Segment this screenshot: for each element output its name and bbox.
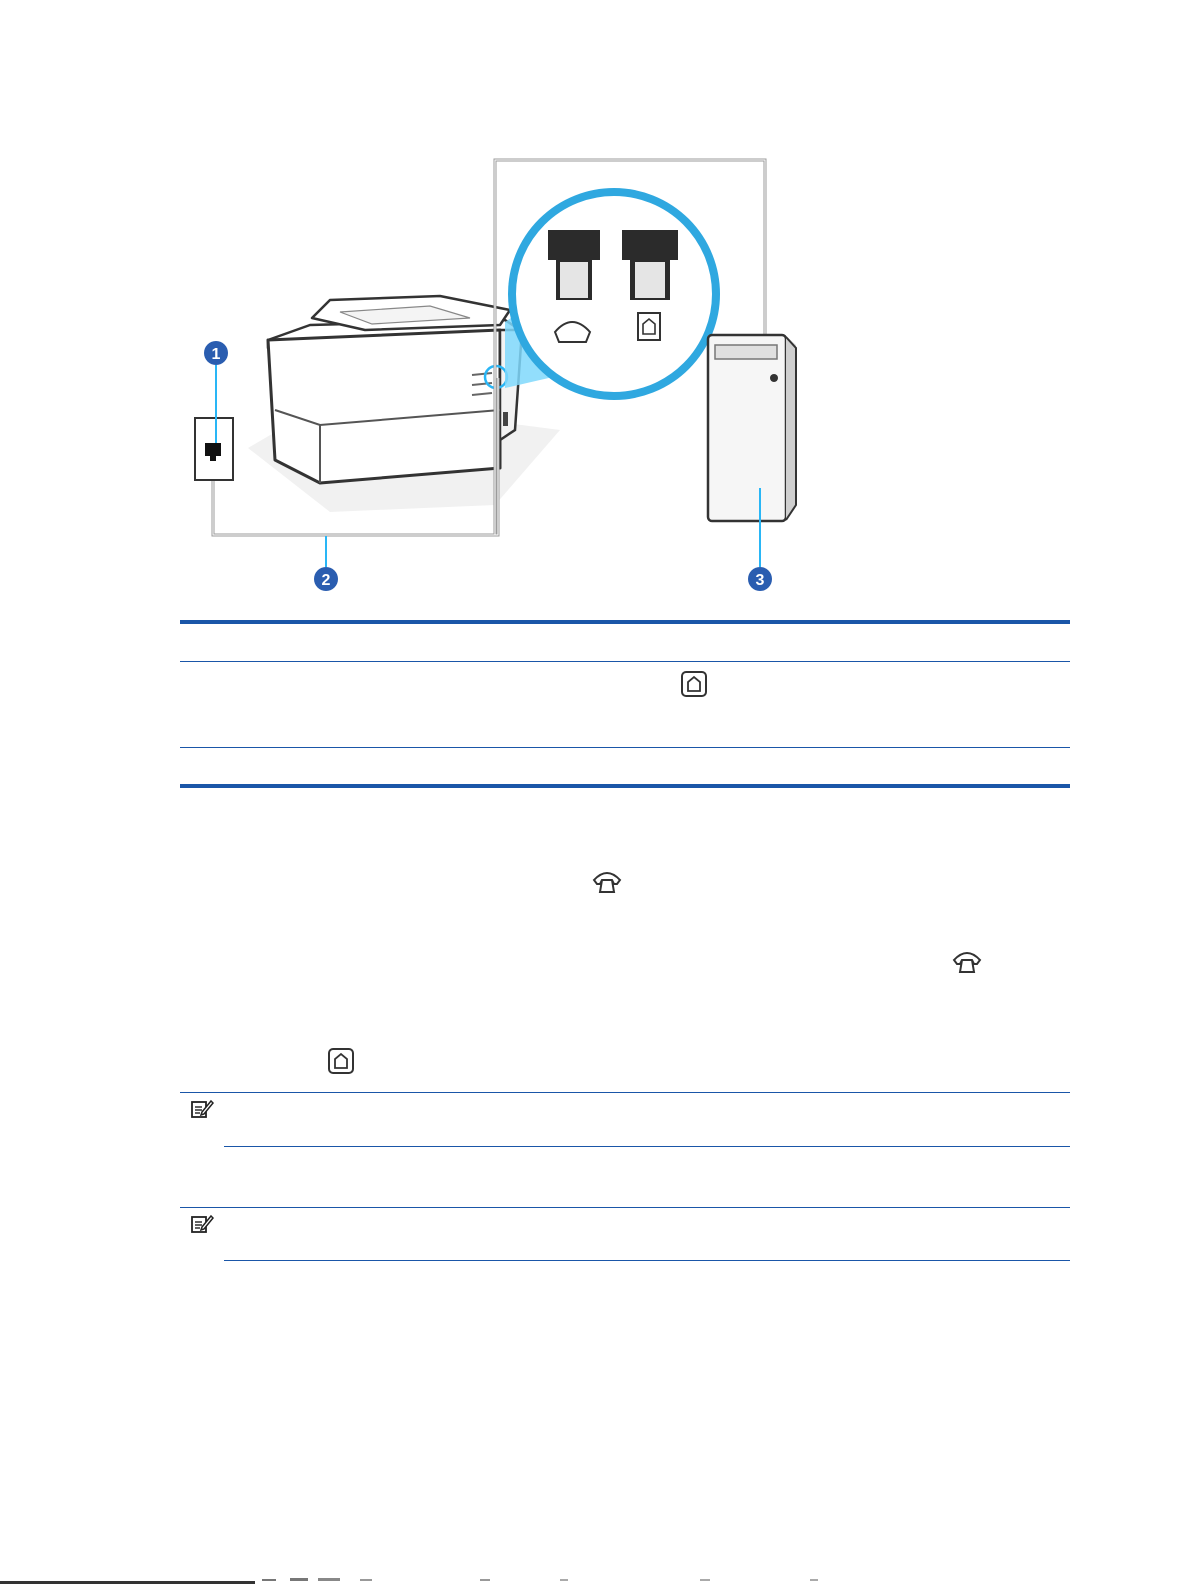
callout-1-label: 1 — [211, 346, 221, 363]
printer-illustration — [268, 296, 522, 483]
telephone-port-icon — [950, 948, 984, 974]
table-row-divider — [180, 747, 1070, 748]
callout-1 — [204, 341, 228, 365]
note-2-top-rule — [180, 1207, 1070, 1208]
page-bottom-edge — [0, 1575, 1190, 1585]
note-icon — [190, 1098, 214, 1120]
callout-2-label: 2 — [321, 572, 331, 589]
callout-3 — [748, 567, 772, 591]
callout-2 — [314, 567, 338, 591]
table-row-divider — [180, 661, 1070, 662]
line-port-icon — [327, 1047, 355, 1075]
note-1-top-rule — [180, 1092, 1070, 1093]
computer-tower-illustration — [708, 335, 796, 521]
callout-3-label: 3 — [755, 572, 765, 589]
table-bottom-rule — [180, 784, 1070, 788]
port-zoom-circle — [512, 192, 716, 396]
telephone-port-icon — [590, 868, 624, 894]
note-1-bottom-rule — [224, 1146, 1070, 1147]
fax-setup-diagram — [0, 0, 1190, 620]
note-icon — [190, 1213, 214, 1235]
table-top-rule — [180, 620, 1070, 624]
note-2-bottom-rule — [224, 1260, 1070, 1261]
line-port-icon — [680, 670, 708, 698]
wall-jack-icon — [195, 418, 233, 480]
